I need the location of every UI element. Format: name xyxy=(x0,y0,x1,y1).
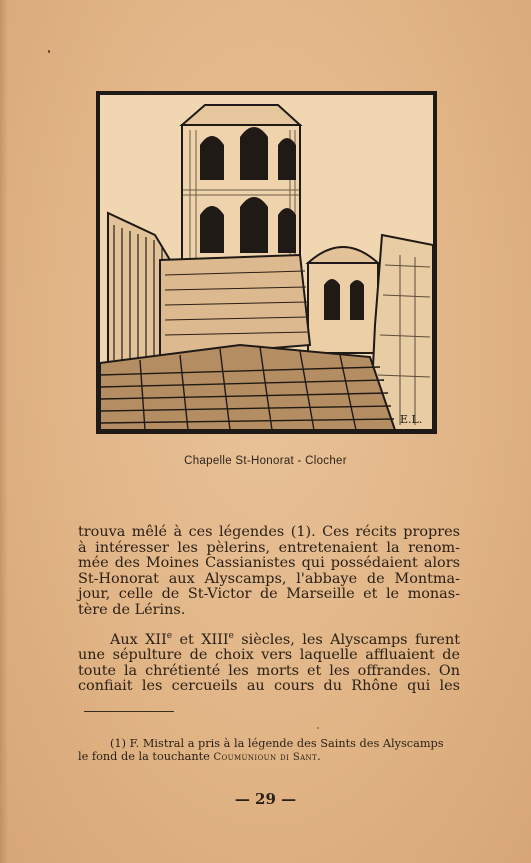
text-line: trouva mêlé à ces légendes (1). Ces récits propres xyxy=(78,524,460,540)
text-fragment: et XIII xyxy=(172,631,229,648)
text-line: St-Honorat aux Alyscamps, l'abbaye de Montma- xyxy=(78,570,460,587)
bell-tower-drawing xyxy=(100,95,433,430)
page-number: — 29 — xyxy=(234,790,297,808)
work-title: Coumunioun di Sant xyxy=(213,751,318,763)
footnote-line: (1) F. Mistral a pris à la légende des Saints des Alyscamps xyxy=(110,737,444,750)
body-text xyxy=(78,525,460,695)
text-line: une sépulture de choix vers laquelle affluaient de xyxy=(78,646,460,663)
text-fragment: siècles, les Alyscamps furent xyxy=(233,631,460,648)
paper-speck xyxy=(48,50,50,53)
paragraph-1 xyxy=(78,525,460,619)
text-fragment: . xyxy=(317,749,321,763)
illustration-caption: Chapelle St-Honorat - Clocher xyxy=(184,455,347,467)
page-fold-shadow xyxy=(0,0,8,863)
artist-signature: E.L. xyxy=(400,413,423,426)
woodcut-illustration xyxy=(96,91,437,434)
text-line: confiait les cercueils au cours du Rhône qui les xyxy=(78,678,460,695)
paper-speck xyxy=(317,727,319,729)
footnote xyxy=(78,738,470,764)
superscript: e xyxy=(228,630,234,641)
text-line: mée des Moines Cassianistes qui possédaient alors xyxy=(78,555,460,572)
text-line xyxy=(78,629,460,648)
text-fragment: Aux XII xyxy=(110,631,167,648)
text-fragment: le fond de la touchante xyxy=(78,749,214,763)
footnote-divider xyxy=(84,711,174,712)
text-line: à intéresser les pèlerins, entretenaient la renom- xyxy=(78,539,460,556)
superscript: e xyxy=(166,630,173,641)
paragraph-2 xyxy=(78,629,460,695)
text-line: tère de Lérins. xyxy=(78,601,186,618)
text-line: toute la chrétienté les morts et les offrandes. On xyxy=(78,662,460,679)
text-line: jour, celle de St-Victor de Marseille et le monas- xyxy=(78,586,460,603)
footnote-line xyxy=(78,751,470,765)
